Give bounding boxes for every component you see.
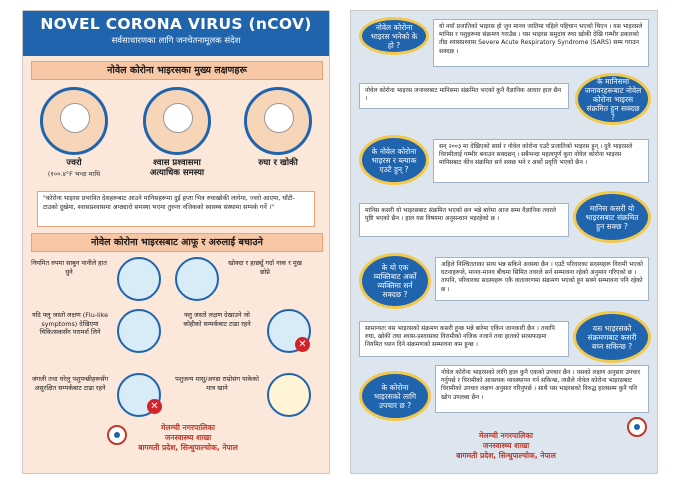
handwash-icon	[117, 257, 161, 301]
cover-mouth-icon	[175, 257, 219, 301]
cooking-pot-icon	[267, 373, 311, 417]
question-bubble: यस भाइरसको संक्रमणबाट कसरी बच्न सकिन्छ ?	[573, 311, 651, 363]
prevention-text: नियमित रुपमा साबुन पानीले हात धुने	[31, 259, 107, 276]
fever-icon	[40, 87, 108, 155]
question-bubble: के कोरोना भाइरसको लागि उपचार छ ?	[359, 371, 431, 421]
footer-line: बागमती प्रदेश, सिन्धुपाल्चोक, नेपाल	[138, 443, 238, 452]
prevention-text: पशुजन्य मासु/अण्डा राम्रोसंग पाकेको मात्र खाने	[175, 375, 259, 392]
footer-line: मेलम्ची नगरपालिका	[479, 431, 533, 440]
answer-box: अहिले निश्चितताका साथ भन्न सकिने अवस्था छैन । एउटै परिवारका सदस्यहरू विरामी भएको घटनाहरूले, मानव-मानव बीचमा सिमित तवरले सर्न सम्भावना रहेको अनुमान गरिएको छ । तापनि, परिवारका सदस्यहरू एकै वातावरणमा संक्रमण भएको हुन सक्ने सम्भावना पनि रहेको छ ।	[435, 257, 649, 301]
symptom-label: ज्वरो	[66, 158, 82, 168]
cross-icon: ✕	[147, 399, 162, 414]
prevention-item	[29, 257, 169, 301]
symptom-breathing	[141, 87, 213, 178]
symptom-advice: "कोरोना भाइरस प्रभावित देशहरूबाट आउने मानिसहरूमा दुई हप्ता भित्र रुघाखोकी लागेमा, ज्वरो आएमा, घाँटी-टाउको दुखेमा, श्वासप्रश्वासमा अप्ठ्यारो समस्या भएमा तुरुन्त नजिकको स्वास्थ्य संस्थामा सम्पर्क गर्ने ।"	[37, 191, 315, 227]
answer-box: यो नयाँ प्रजातिको भाइरस हो जुन मानव जातिमा पहिले पहिचान भएको थिएन । यस भाइरसले मानिस र पशुहरूमा संक्रमण गराउँछ । यस भाइरस समुदाय रुघा खोकी देखि गम्भीर प्रकारको तीव्र श्वासप्रश्वास Severe Acute Respiratory Syndrome (SARS) सम्म गराउन सक्दछ ।	[433, 19, 649, 67]
breathing-icon	[143, 87, 211, 155]
poster-subtitle: सर्वसाधारणका लागि जनचेतनामूलक संदेश	[111, 36, 241, 46]
footer-line: जनस्वास्थ्य शाखा	[482, 441, 530, 450]
prevention-item	[175, 257, 325, 301]
symptom-label: श्वास प्रश्वासमा अत्याधिक समस्या	[149, 158, 205, 178]
prevention-item	[175, 373, 325, 417]
prevention-text: जंगली तथा घरेलु पशुपन्छीहरूसँग असुरक्षित सम्पर्कबाट टाढा रहने	[31, 375, 109, 392]
cough-icon	[244, 87, 312, 155]
answer-box: मानिस कसरी यो भाइरसबाट संक्रमित भएको छन भन्ने बारेमा आज सम्म वैज्ञानिक तवरले पुष्टि भएको छैन । हाल यस विषयमा अनुसन्धान भइरहेको छ ।	[359, 203, 569, 237]
answer-box: सामान्यतः यस भाइरसको संक्रमण कसरी हुन्छ भन्ने बारेमा एकिन जानकारी छैन । तथापि रुघा, खोकी तथा श्वास-प्रश्वासका विरामीको नजिक नजाने तथा हातको सरसफाइमा नियमित ध्यान दिने संक्रमणको सम्भावना कम हुन्छ ।	[359, 321, 569, 357]
symptom-label: रुघा र खोकी	[258, 158, 298, 168]
question-bubble: नोवेल कोरोना भाइरस भनेको के हो ?	[359, 17, 429, 55]
symptom-cold-cough	[243, 87, 313, 168]
prevention-text: यदि फ्लु जस्तो लक्षण (Flu-like symptoms) देखिएमा चिकित्सकसँग परामर्श लिने	[31, 311, 109, 336]
left-footer	[123, 423, 253, 453]
symptom-fever	[39, 87, 109, 178]
poster-title: NOVEL CORONA VIRUS (nCOV)	[40, 15, 312, 33]
prevention-item	[175, 309, 325, 365]
footer-line: मेलम्ची नगरपालिका	[161, 423, 215, 432]
doctor-icon	[117, 309, 161, 353]
left-poster	[22, 10, 330, 474]
question-bubble: मानिस कसरी यो भाइरसबाट संक्रमित हुन सक्छ ?	[573, 191, 651, 243]
footer-line: बागमती प्रदेश, सिन्धुपाल्चोक, नेपाल	[456, 451, 556, 460]
footer-line: जनस्वास्थ्य शाखा	[164, 433, 212, 442]
cross-icon: ✕	[295, 337, 310, 352]
question-bubble: के नोवेल कोरोना भाइरस र ब्ल्याक एउटै हुन् ?	[359, 135, 429, 185]
symptoms-heading: नोवेल कोरोना भाइरसका मुख्य लक्षणहरू	[31, 61, 323, 80]
nepal-emblem	[627, 417, 647, 437]
prevention-item	[29, 309, 169, 365]
prevention-text: खोक्दा र हाछ्युँ गर्दा नाक र मुख छोप्ने	[228, 259, 302, 276]
prevention-heading: नोवेल कोरोना भाइरसबाट आफू र अरुलाई बचाउने	[31, 233, 323, 252]
right-poster	[350, 10, 658, 474]
right-footer	[441, 431, 571, 461]
answer-box: सन् २००३ मा देखिएको सार्स र नोवेल कोरोना एउटै प्रजातिको भाइरस हुन् । दुवै भाइरसले विरामीलाई गम्भीर बनाउन सक्दछन् । सबैभन्दा महत्वपूर्ण कुरा नोवेल कोरोना भाइरस मानिसबाट कीव संक्रमित सर्न सक्छ भने र अर्को प्रवृत्ति भएको छैन ।	[433, 139, 649, 183]
question-bubble: के मानिसमा जनावरहरूबाट नोवेल कोरोना भाइरस संक्रमित हुन सक्दछ ?	[575, 73, 651, 125]
question-bubble: के यो एक व्यक्तिबाट अर्को व्यक्तिमा सर्न सक्दछ ?	[359, 253, 431, 309]
prevention-item	[29, 373, 169, 417]
answer-box: नोवेल कोरोना भाइरसको लागि हाल कुनै एकको उपचार छैन । यसको लक्षण अनुसार उपचार गर्नुपर्छ र विरामीको आवश्यक व्यवस्थापन गर्न सकिन्छ, त्यसैले नोवेल कोरोना भाइरसबाट विरामीको उपचार लक्षण अनुसार गरिनुपर्छ । साथै यस भाइरसको विरुद्ध हालसम्म कुनै पनि खोप उपलब्ध छैन ।	[435, 365, 649, 413]
title-banner	[23, 11, 329, 56]
answer-box: नोवेल कोरोना भाइरस जनावरबाट मानिसमा संक्रमित भएको कुनै वैज्ञानिक आधार हाल छैन ।	[359, 83, 569, 109]
prevention-text: फ्लु जस्तो लक्षण देखाउने जो कोहीको सम्पर्कबाट टाढा रहने	[183, 311, 251, 328]
symptom-sub: (१००.४°F भन्दा माथि	[47, 170, 101, 178]
